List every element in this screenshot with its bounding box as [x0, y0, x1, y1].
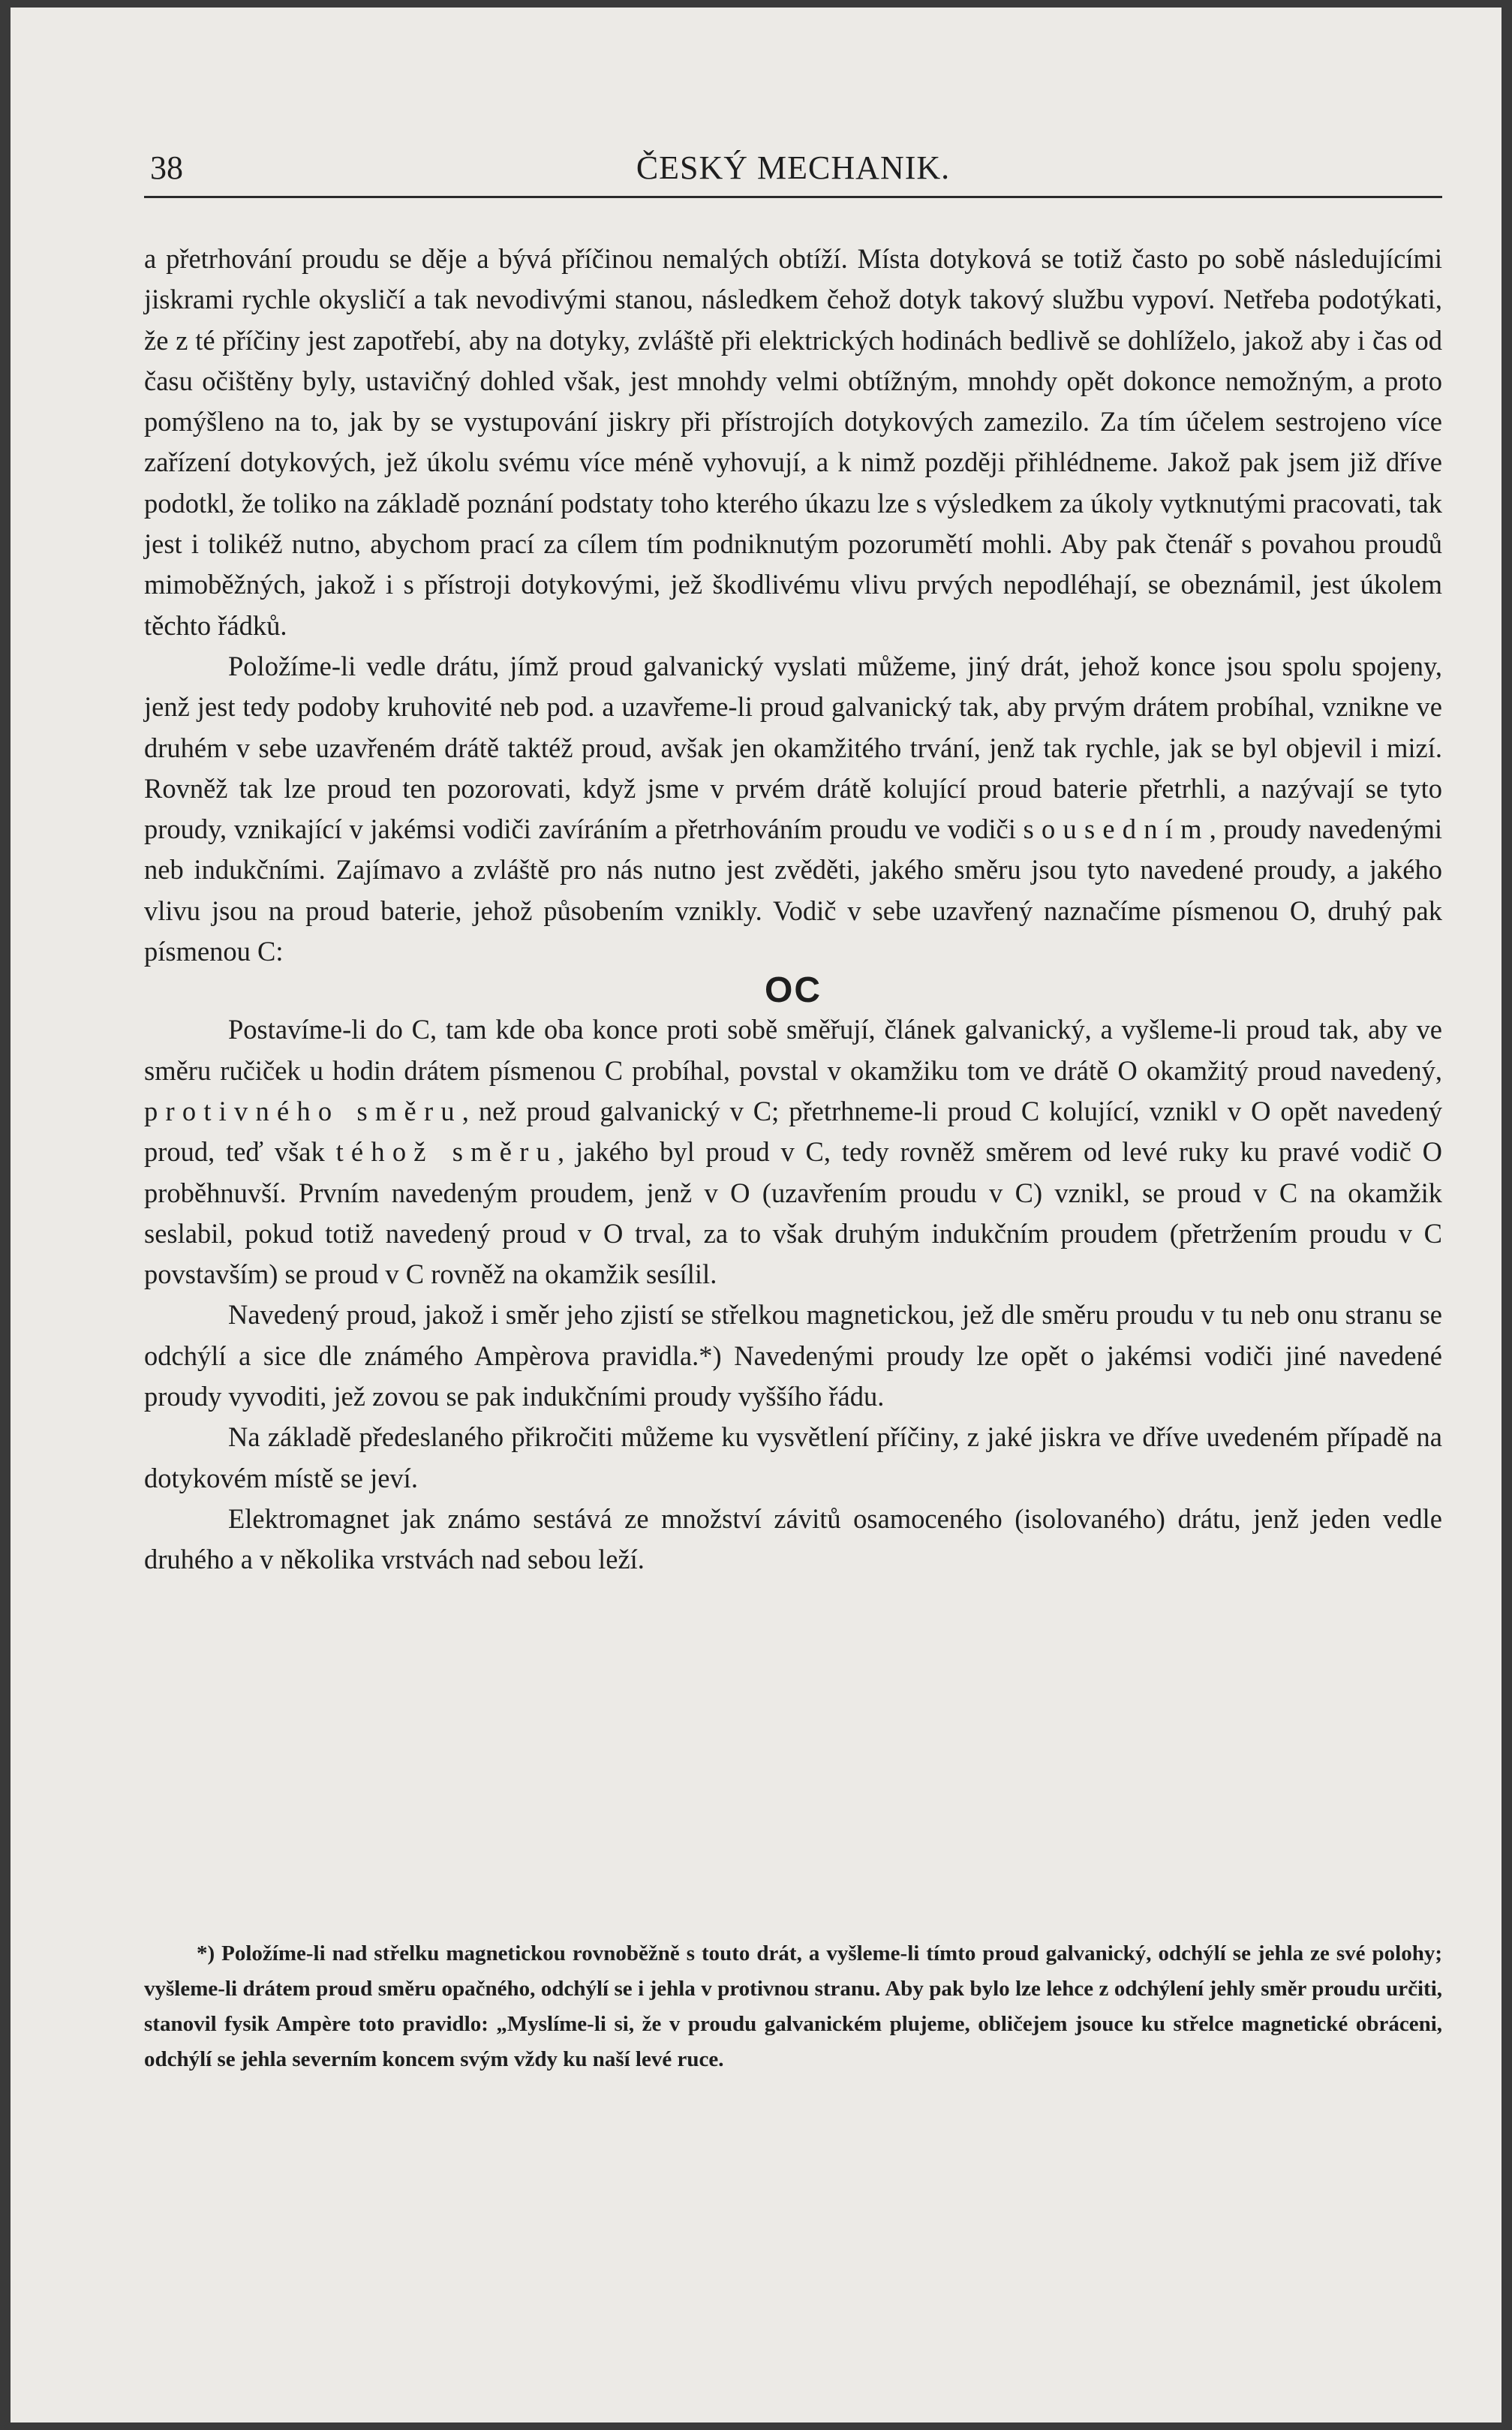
formula-oc: OC	[765, 970, 822, 1011]
emphasis-sousednim: sousedním	[1023, 814, 1210, 845]
paragraph-2-part-a: Položíme-li vedle drátu, jímž proud galvanický vyslati můžeme, jiný drát, jehož konce jsou spolu spojeny, jenž jest tedy podoby kruhovité neb pod. a uzavřeme-li proud galvanický tak, aby prvým drátem probíhal, vznikne ve druhém v sebe uzavřeném drátě taktéž proud, avšak jen okamžitého trvání, jenž tak rychle, jak se byl objevil i mizí. Rovněž tak lze proud ten pozorovati, když jsme v prvém drátě kolující proud baterie přetrhli, a nazývají se tyto proudy, vznikající v jakémsi vodiči zavíráním a přetrhováním proudu ve vodiči	[144, 650, 1442, 845]
paragraph-2	[144, 646, 1442, 972]
paragraph-2-part-b: , proudy navedenými neb indukčními. Zajímavo a zvláště pro nás nutno jest zvěděti, jakého směru jsou tyto navedené proudy, a jakého vlivu jsou na proud baterie, jehož působením vznikly. Vodič v sebe uzavřený naznačíme písmenou O, druhý pak písmenou C:	[144, 814, 1443, 967]
paragraph-3-part-c: , jakého byl proud v C, tedy rovněž směrem od levé ruky ku pravé vodič O proběhnuvší. Prvním navedeným proudem, jenž v O (uzavřením proudu v C) vznikl, se proud v C na okamžik seslabil, pokud totiž navedený proud v O trval, za to však druhým indukčním proudem (přetržením proudu v C povstavším) se proud v C rovněž na okamžik sesílil.	[144, 1136, 1443, 1290]
paragraph-4: Navedený proud, jakož i směr jeho zjistí se střelkou magnetickou, jež dle směru proudu v tu neb onu stranu se odchýlí a sice dle známého Ampèrova pravidla.*) Navedenými proudy lze opět o jakémsi vodiči jiné navedené proudy vyvoditi, jež zovou se pak indukčními proudy vyššího řádu.	[144, 1299, 1442, 1412]
paragraph-3-part-b: , než proud galvanický v C; přetrhneme-li proud C kolující, vznikl v O opět navedený proud, teď však	[144, 1095, 1442, 1168]
footnote-text: *) Položíme-li nad střelku magnetickou rovnoběžně s touto drát, a vyšleme-li tímto proud galvanický, odchýlí se jehla ze své polohy; vyšleme-li drátem proud směru opačného, odchýlí se i jehla v protivnou stranu. Aby pak bylo lze lehce z odchýlení jehly směr proudu určiti, stanovil fysik Ampère toto pravidlo: „Myslíme-li si, že v proudu galvanickém plujeme, obličejem jsouce ku střelce magnetické obráceni, odchýlí se jehla severním koncem svým vždy ku naší levé ruce.	[144, 1941, 1442, 2071]
paragraph-5: Na základě předeslaného přikročiti můžeme ku vysvětlení příčiny, z jaké jiskra ve dříve uvedeném případě na dotykovém místě se jeví.	[144, 1421, 1442, 1493]
emphasis-protivneho-smeru: protivného směru	[144, 1095, 462, 1126]
footnote	[144, 1936, 1442, 2077]
body-text	[144, 239, 1442, 1580]
document-page	[11, 8, 1501, 2422]
emphasis-tehoz-smeru: téhož směru	[335, 1136, 558, 1168]
page-number: 38	[150, 149, 183, 186]
paragraph-3-part-a: Postavíme-li do C, tam kde oba konce proti sobě směřují, článek galvanický, a vyšleme-li proud tak, aby ve směru ručiček u hodin drátem písmenou C probíhal, povstal v okamžiku tom ve drátě O okamžitý proud navedený,	[144, 1014, 1442, 1086]
header-rule	[144, 196, 1442, 198]
paragraph-6: Elektromagnet jak známo sestává ze množství závitů osamoceného (isolovaného) drátu, jenž jeden vedle druhého a v několika vrstvách nad sebou leží.	[144, 1502, 1442, 1575]
paragraph-1: a přetrhování proudu se děje a bývá příčinou nemalých obtíží. Místa dotyková se totiž často po sobě následujícími jiskrami rychle okysličí a tak nevodivými stanou, následkem čehož dotyk takový službu vypoví. Netřeba podotýkati, že z té příčiny jest zapotřebí, aby na dotyky, zvláště při elektrických hodinách bedlivě se dohlíželo, jakož aby i čas od času očištěny byly, ustavičný dohled však, jest mnohdy velmi obtížným, mnohdy opět dokonce nemožným, a proto pomýšleno na to, jak by se vystupování jiskry při přístrojích dotykových zamezilo. Za tím účelem sestrojeno více zařízení dotykových, jež úkolu svému více méně vyhovují, a k nimž později přihlédneme. Jakož pak jsem již dříve podotkl, že toliko na základě poznání podstaty toho kterého úkazu lze s výsledkem za úkoly vytknutými pracovati, tak jest i tolikéž nutno, abychom prací za cílem tím podniknutým pozorumětí mohli. Aby pak čtenář s povahou proudů mimoběžných, jakož i s přístroji dotykovými, jež škodlivému vlivu prvých nepodléhají, se obeznámil, jest úkolem těchto řádků.	[144, 243, 1442, 641]
paragraph-3	[144, 1009, 1442, 1295]
page-header	[144, 141, 1442, 201]
journal-title: ČESKÝ MECHANIK.	[636, 149, 951, 186]
